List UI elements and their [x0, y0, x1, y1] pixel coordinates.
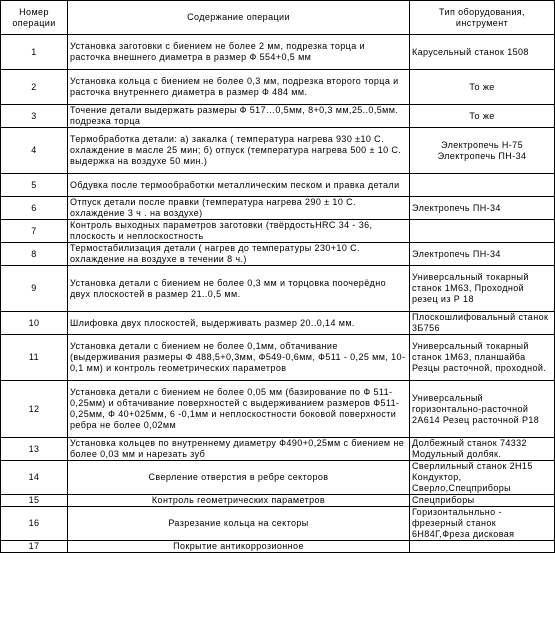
operation-content: Установка детали с биением не более 0,1мм, обтачивание (выдерживания размеры Ф 488,5+0,3мм, Ф549-0,6мм, Ф511 - 0,25 мм, 10- 0,1 мм) и контроль геометрических параметров	[68, 335, 410, 381]
operation-equipment: Электропечь ПН-34	[410, 243, 555, 266]
operation-content: Отпуск детали после правки (температура нагрева 290 ± 10 С. охлаждение 3 ч . на воздухе)	[68, 197, 410, 220]
table-row	[1, 266, 555, 312]
operation-content: Разрезание кольца на секторы	[68, 507, 410, 541]
operation-number: 13	[1, 438, 68, 461]
operation-content: Сверление отверстия в ребре секторов	[68, 461, 410, 495]
operation-number: 11	[1, 335, 68, 381]
operation-equipment: То же	[410, 105, 555, 128]
header-equipment: Тип оборудования, инструмент	[410, 1, 555, 35]
operation-equipment: Спецприборы	[410, 495, 555, 507]
operation-content: Термобработка детали: а) закалка ( температура нагрева 930 ±10 С. охлаждение в масле 25 мин; б) отпуск (температура нагрева 500 ± 10 С. выдержка на воздухе 50 мин.)	[68, 128, 410, 174]
operation-equipment: Карусельный станок 1508	[410, 35, 555, 70]
header-row	[1, 1, 555, 35]
operation-number: 9	[1, 266, 68, 312]
operation-equipment	[410, 220, 555, 243]
operation-number: 4	[1, 128, 68, 174]
operation-number: 15	[1, 495, 68, 507]
operation-content: Шлифовка двух плоскостей, выдерживать размер 20..0,14 мм.	[68, 312, 410, 335]
operation-equipment: Универсальный горизонтально-расточной 2А614 Резец расточной Р18	[410, 381, 555, 438]
operation-content: Обдувка после термообработки металлическим песком и правка детали	[68, 174, 410, 197]
operation-content: Точение детали выдержать размеры Ф 517…0,5мм, 8+0,3 мм,25..0,5мм. подрезка торца	[68, 105, 410, 128]
operation-equipment: Горизонтальнльно - фрезерный станок 6Н84Г,Фреза дисковая	[410, 507, 555, 541]
table-row	[1, 312, 555, 335]
operation-content: Термостабилизация детали ( нагрев до температуры 230+10 С. охлаждение на воздухе в течении 8 ч.)	[68, 243, 410, 266]
table-row	[1, 541, 555, 553]
operation-number: 3	[1, 105, 68, 128]
table-row	[1, 243, 555, 266]
operation-equipment: Электропечь Н-75 Электропечь ПН-34	[410, 128, 555, 174]
operation-number: 12	[1, 381, 68, 438]
operation-number: 8	[1, 243, 68, 266]
table-row	[1, 220, 555, 243]
operation-equipment: Универсальный токарный станок 1М63, Проходной резец из Р 18	[410, 266, 555, 312]
operation-content: Контроль геометрических параметров	[68, 495, 410, 507]
operation-equipment: Плоскошлифовальный станок 3Б756	[410, 312, 555, 335]
operation-content: Покрытие антикоррозионное	[68, 541, 410, 553]
operation-content: Установка детали с биением не более 0,3 мм и торцовка поочерёдно двух плоскостей в размер 21..0,5 мм.	[68, 266, 410, 312]
table-row	[1, 128, 555, 174]
operation-equipment: Долбежный станок 74332 Модульный долбяк.	[410, 438, 555, 461]
operation-number: 10	[1, 312, 68, 335]
table-row	[1, 507, 555, 541]
operation-number: 17	[1, 541, 68, 553]
operation-number: 5	[1, 174, 68, 197]
operation-equipment	[410, 174, 555, 197]
table-row	[1, 495, 555, 507]
operation-number: 16	[1, 507, 68, 541]
operation-number: 2	[1, 70, 68, 105]
table-row	[1, 197, 555, 220]
table-row	[1, 35, 555, 70]
table-row	[1, 174, 555, 197]
operation-content: Установка кольца с биением не более 0,3 мм, подрезка второго торца и расточка внутреннего диаметра в размер Ф 484 мм.	[68, 70, 410, 105]
header-content: Содержание операции	[68, 1, 410, 35]
operation-content: Контроль выходных параметров заготовки (твёрдостьHRC 34 - 36, плоскость и неплоскостность	[68, 220, 410, 243]
table-row	[1, 381, 555, 438]
operation-equipment: Универсальный токарный станок 1М63, планшайба Резцы расточной, проходной.	[410, 335, 555, 381]
table-row	[1, 461, 555, 495]
operation-equipment	[410, 541, 555, 553]
operation-number: 6	[1, 197, 68, 220]
table-row	[1, 70, 555, 105]
operation-content: Установка заготовки с биением не более 2 мм, подрезка торца и расточка внешнего диаметра в размер Ф 554+0,5 мм	[68, 35, 410, 70]
table-row	[1, 105, 555, 128]
operation-number: 7	[1, 220, 68, 243]
operation-equipment: Сверлильный станок 2Н15 Кондуктор, Сверло,Спецприборы	[410, 461, 555, 495]
operation-content: Установка кольцев по внутреннему диаметру Ф490+0,25мм с биением не более 0,03 мм и нарезать зуб	[68, 438, 410, 461]
table-row	[1, 335, 555, 381]
header-number: Номер операции	[1, 1, 68, 35]
operation-equipment: То же	[410, 70, 555, 105]
table-row	[1, 438, 555, 461]
operation-number: 1	[1, 35, 68, 70]
operation-content: Установка детали с биением не более 0,05 мм (базирование по Ф 511-0,25мм) и обтачивание поверхностей с выдерживанием размеров Ф511-0,25мм, Ф 40+025мм, 6 -0,1мм и неплоскостности боковой поверхности ребра не более 0,02мм	[68, 381, 410, 438]
operation-number: 14	[1, 461, 68, 495]
operation-equipment: Электропечь ПН-34	[410, 197, 555, 220]
